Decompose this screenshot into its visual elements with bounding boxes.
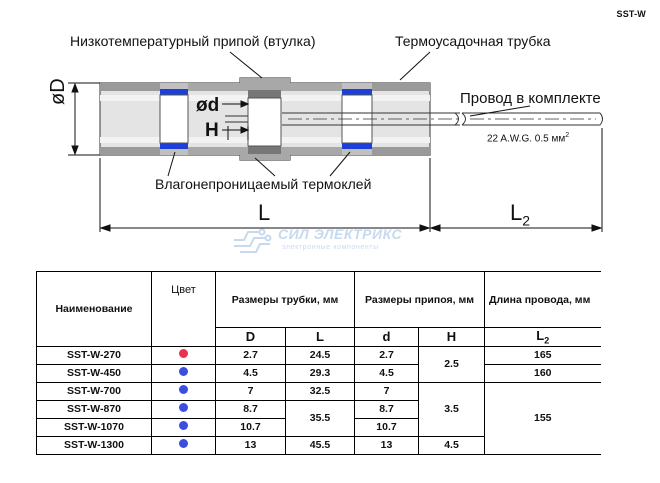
subheader-d: d xyxy=(355,328,419,347)
color-dot xyxy=(179,421,188,430)
cell-D: 7 xyxy=(216,382,286,400)
cell-D: 8.7 xyxy=(216,400,286,418)
cell-D: 4.5 xyxy=(216,364,286,382)
watermark xyxy=(230,222,440,260)
cell-H: 3.5 xyxy=(419,382,485,436)
watermark-logo-icon xyxy=(230,222,274,258)
cell-L: 29.3 xyxy=(286,364,355,382)
color-dot-cell xyxy=(152,382,216,400)
label-outer-diameter: øD xyxy=(47,78,69,105)
header-name: Наименование xyxy=(37,272,152,347)
header-color: Цвет xyxy=(152,272,216,347)
color-dot xyxy=(179,385,188,394)
spec-table xyxy=(36,271,601,455)
sealant-ring-left xyxy=(160,89,188,149)
table-row xyxy=(37,382,601,400)
label-wire-length: $L_2$ xyxy=(510,200,531,229)
color-dot xyxy=(179,367,188,376)
cell-name: SST-W-1300 xyxy=(37,436,152,454)
color-dot-cell xyxy=(152,364,216,382)
cell-name: SST-W-450 xyxy=(37,364,152,382)
subheader-L: L xyxy=(286,328,355,347)
color-dot xyxy=(179,349,188,358)
cell-L2: 165 xyxy=(485,346,601,364)
cell-H: 4.5 xyxy=(419,436,485,454)
series-tag: SST-W xyxy=(616,9,646,19)
cell-name: SST-W-270 xyxy=(37,346,152,364)
label-solder-height: H xyxy=(205,120,219,141)
cell-L: 35.5 xyxy=(286,400,355,436)
cell-D: 2.7 xyxy=(216,346,286,364)
subheader-L2: $L_2$ xyxy=(485,328,601,347)
cell-L: 45.5 xyxy=(286,436,355,454)
header-wire-length: Длина провода, мм xyxy=(485,272,601,328)
table-row xyxy=(37,364,601,382)
subheader-D: D xyxy=(216,328,286,347)
cell-L2: 160 xyxy=(485,364,601,382)
cell-H: 2.5 xyxy=(419,346,485,382)
cell-D: 13 xyxy=(216,436,286,454)
cell-name: SST-W-1070 xyxy=(37,418,152,436)
color-dot xyxy=(179,403,188,412)
cell-L: 24.5 xyxy=(286,346,355,364)
cell-D: 10.7 xyxy=(216,418,286,436)
label-wire-included: Провод в комплекте xyxy=(460,90,601,107)
label-solder-sleeve: Низкотемпературный припой (втулка) xyxy=(70,33,316,49)
color-dot xyxy=(179,439,188,448)
color-dot-cell xyxy=(152,400,216,418)
cell-d: 10.7 xyxy=(355,418,419,436)
cell-name: SST-W-870 xyxy=(37,400,152,418)
cell-L: 32.5 xyxy=(286,382,355,400)
color-dot-cell xyxy=(152,436,216,454)
cell-d: 4.5 xyxy=(355,364,419,382)
label-sealant: Влагонепроницаемый термоклей xyxy=(155,176,372,192)
cell-L2: 155 xyxy=(485,382,601,454)
color-dot-cell xyxy=(152,346,216,364)
label-solder-diameter: ød xyxy=(196,95,220,116)
cell-d: 7 xyxy=(355,382,419,400)
label-wire-spec: 22 A.W.G. 0.5 $мм^2$ xyxy=(487,132,570,145)
color-dot-cell xyxy=(152,418,216,436)
header-tube-dims: Размеры трубки, мм xyxy=(216,272,355,328)
label-shrink-tube: Термоусадочная трубка xyxy=(395,33,551,49)
watermark-tagline: электронные компоненты xyxy=(282,244,379,251)
subheader-H: H xyxy=(419,328,485,347)
cell-d: 2.7 xyxy=(355,346,419,364)
cell-name: SST-W-700 xyxy=(37,382,152,400)
table-row xyxy=(37,346,601,364)
dimension-D xyxy=(68,83,100,155)
header-solder-dims: Размеры припоя, мм xyxy=(355,272,485,328)
label-tube-length: L xyxy=(258,200,271,225)
cell-d: 13 xyxy=(355,436,419,454)
watermark-name: СИЛ ЭЛЕКТРИКС xyxy=(278,226,403,242)
solder-sleeve xyxy=(248,90,281,154)
cell-d: 8.7 xyxy=(355,400,419,418)
